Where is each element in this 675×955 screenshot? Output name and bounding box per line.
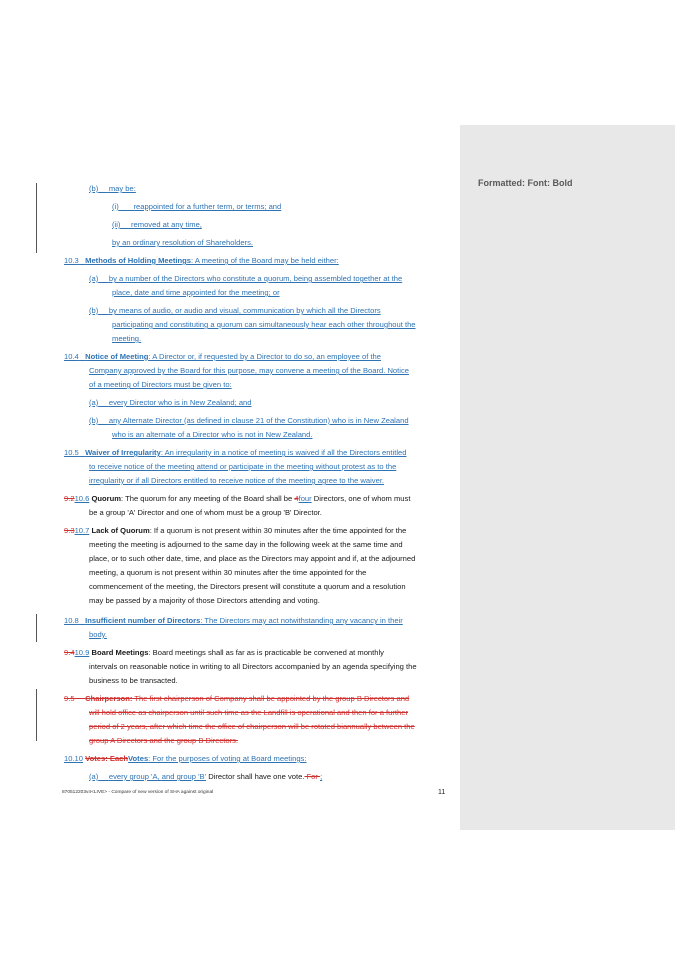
section-heading: Notice of Meeting [85, 352, 149, 361]
clause-b-ii [112, 218, 202, 232]
clause-10-3-b-cont [112, 332, 141, 346]
section-text: irregularity or if all Directors entitled to receive notice of the meeting agree to the waiver. [89, 476, 385, 485]
deleted-text: The first chairperson of Company shall be appointed by the group B Directors and [132, 694, 410, 703]
section-text: body. [89, 630, 108, 639]
clause-10-4-b-cont [112, 428, 313, 442]
deleted-text: will hold office as chairperson until such time as the Landfill is operational and then for a further [89, 708, 408, 717]
section-heading: Votes [128, 754, 149, 763]
section-text: : For the purposes of voting at Board meetings: [148, 754, 307, 763]
clause-10-3-b-cont [112, 318, 416, 332]
clause-b-resolution [112, 236, 253, 250]
section-10-9 [64, 646, 384, 660]
deleted-text: 4 [294, 494, 299, 503]
page-number: 11 [438, 789, 446, 796]
section-text: : If a quorum is not present within 30 minutes after the time appointed for the [149, 526, 407, 535]
section-text: be a group 'A' Director and one of whom must be a group 'B' Director. [89, 508, 322, 517]
clause-text: by means of audio, or audio and visual, communication by which all the Directors [108, 306, 381, 315]
section-9-5-deleted-cont [89, 720, 415, 734]
section-heading: Waiver of Irregularity [85, 448, 161, 457]
section-10-7-cont [89, 580, 406, 594]
section-10-4-cont [89, 378, 232, 392]
footer-doc-reference: 870512203v4<LIVE> - Compare of new version of SHA against original [62, 790, 214, 795]
section-10-10 [64, 752, 306, 766]
clause-text: may be: [108, 184, 136, 193]
section-number: 10.3 [64, 256, 79, 265]
section-10-4 [64, 350, 381, 364]
clause-text: any Alternate Director (as defined in clause 21 of the Constitution) who is in New Zealand [108, 416, 409, 425]
deleted-text: For [304, 772, 321, 781]
clause-label: (b) [89, 416, 99, 425]
clause-label: (b) [89, 184, 99, 193]
section-10-5 [64, 446, 406, 460]
section-10-7-cont [89, 566, 366, 580]
clause-text: removed at any time, [131, 220, 202, 229]
inserted-text: every group 'A, and group 'B' [108, 772, 207, 781]
section-number: 10.9 [74, 648, 90, 657]
inserted-text: four [298, 494, 312, 503]
clause-b-i [112, 200, 281, 214]
clause-label: (i) [112, 202, 119, 211]
change-bar [36, 614, 37, 642]
section-10-5-cont [89, 474, 384, 488]
section-10-3 [64, 254, 339, 268]
section-text: to receive notice of the meeting attend or participate in the meeting without protest as to the [89, 462, 397, 471]
clause-10-3-b [89, 304, 381, 318]
change-bar [36, 689, 37, 741]
clause-10-4-b [89, 414, 409, 428]
section-heading: Methods of Holding Meetings [85, 256, 192, 265]
section-text: : The quorum for any meeting of the Board shall be [121, 494, 295, 503]
section-9-5-deleted [64, 692, 409, 706]
comment-pane-title: Formatted: Font: Bold [478, 178, 573, 188]
section-number: 10.7 [74, 526, 90, 535]
clause-label: (b) [89, 306, 99, 315]
section-text: Directors, one of whom must [311, 494, 411, 503]
section-9-5-deleted-cont [89, 706, 408, 720]
section-text: : Board meetings shall as far as is practicable be convened at monthly [148, 648, 384, 657]
clause-label: (ii) [112, 220, 121, 229]
clause-text: by an ordinary resolution of Shareholders. [112, 238, 253, 247]
clause-text: Director shall have one vote. [206, 772, 305, 781]
section-text: may be passed by a majority of those Directors attending and voting. [89, 596, 320, 605]
clause-10-3-a-cont [112, 286, 280, 300]
clause-10-3-a [89, 272, 402, 286]
section-number: 10.8 [64, 616, 79, 625]
section-text: : A meeting of the Board may be held either: [191, 256, 339, 265]
section-10-4-cont [89, 364, 409, 378]
section-10-8-cont [89, 628, 107, 642]
section-10-9-cont [89, 674, 178, 688]
section-text: meeting, a quorum is not present within 30 minutes after the time appointed for the [89, 568, 367, 577]
clause-text: reappointed for a further term, or terms; and [133, 202, 282, 211]
section-text: : A Director or, if requested by a Director to do so, an employee of the [148, 352, 381, 361]
section-text: business to be transacted. [89, 676, 178, 685]
deleted-text: group A Directors and the group B Directors. [89, 736, 238, 745]
comment-pane [460, 125, 675, 830]
deleted-heading: Votes: Each [85, 754, 129, 763]
section-10-7-cont [89, 538, 403, 552]
section-text: of a meeting of Directors must be given to: [89, 380, 232, 389]
section-heading: Insufficient number of Directors [85, 616, 201, 625]
section-text: : The Directors may act notwithstanding any vacancy in their [200, 616, 403, 625]
section-heading: Quorum [91, 494, 121, 503]
clause-text: participating and constituting a quorum can simultaneously hear each other throughout the [112, 320, 416, 329]
section-number: 10.4 [64, 352, 79, 361]
clause-text: who is an alternate of a Director who is not in New Zealand. [112, 430, 313, 439]
section-text: commencement of the meeting, the Directors present will constitute a quorum and a resolution [89, 582, 406, 591]
clause-text: every Director who is in New Zealand; and [108, 398, 252, 407]
section-9-5-deleted-cont [89, 734, 238, 748]
deleted-number: 9.3 [64, 526, 75, 535]
deleted-text: period of 2 years, after which time the office of chairperson will be rotated biannually between the [89, 722, 415, 731]
section-text: intervals on reasonable notice in writing to all Directors accompanied by an agenda specifying the [89, 662, 417, 671]
deleted-number: 9.4 [64, 648, 75, 657]
clause-10-10-a [89, 770, 322, 784]
section-10-8 [64, 614, 403, 628]
section-text: meeting the meeting is adjourned to the same day in the following week at the same time and [89, 540, 403, 549]
section-text: place, or to such other date, time, and place as the Directors may appoint and if, at the adjourned [89, 554, 416, 563]
clause-label: (a) [89, 772, 99, 781]
clause-text: by a number of the Directors who constitute a quorum, being assembled together at the [108, 274, 403, 283]
change-bar [36, 183, 37, 253]
deleted-heading: Chairperson: [85, 694, 133, 703]
section-10-5-cont [89, 460, 396, 474]
section-number: 10.6 [74, 494, 90, 503]
section-number: 10.10 [64, 754, 84, 763]
clause-text: place, date and time appointed for the meeting; or [112, 288, 280, 297]
section-heading: Lack of Quorum [91, 526, 150, 535]
section-10-9-cont [89, 660, 417, 674]
section-text: : An irregularity in a notice of meeting is waived if all the Directors entitled [160, 448, 407, 457]
clause-label: (a) [89, 398, 99, 407]
clause-text: meeting. [112, 334, 142, 343]
deleted-number: 9.5 [64, 694, 75, 703]
section-10-7-cont [89, 594, 320, 608]
section-number: 10.5 [64, 448, 79, 457]
clause-label: (a) [89, 274, 99, 283]
clause-b [89, 182, 136, 196]
inserted-text: ; [320, 772, 323, 781]
clause-10-4-a [89, 396, 252, 410]
section-10-7 [64, 524, 406, 538]
section-10-6 [64, 492, 410, 506]
deleted-number: 9.2 [64, 494, 75, 503]
section-10-7-cont [89, 552, 415, 566]
section-heading: Board Meetings [91, 648, 149, 657]
section-text: Company approved by the Board for this purpose, may convene a meeting of the Board. Notice [89, 366, 409, 375]
section-10-6-cont [89, 506, 322, 520]
